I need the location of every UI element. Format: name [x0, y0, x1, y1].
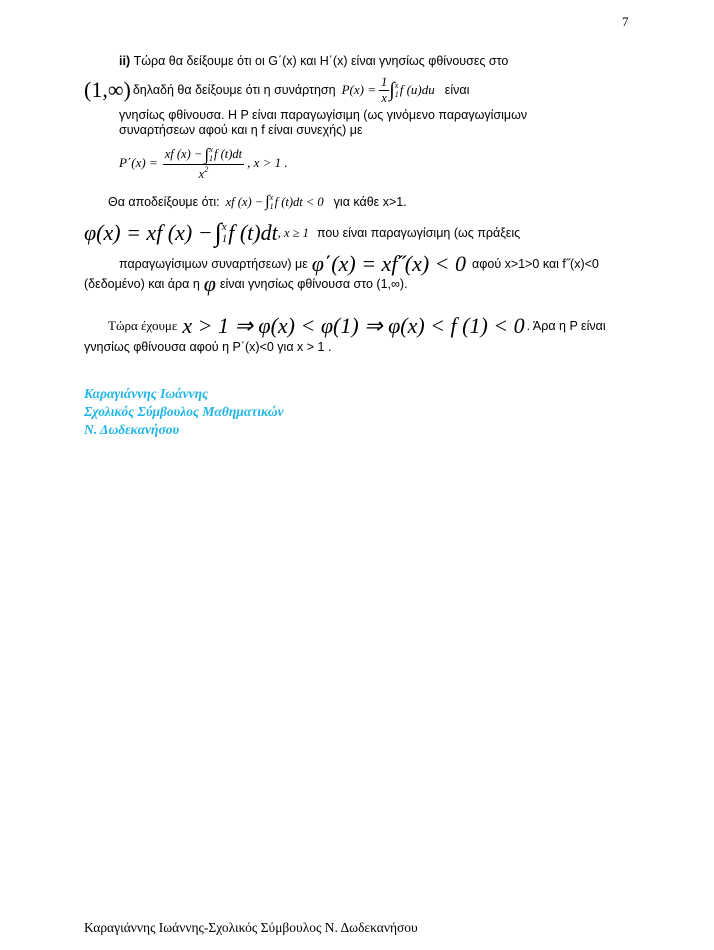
phi-text4b: είναι γνησίως φθίνουσα στο (1,∞).: [219, 277, 408, 291]
phi-text3: αφού x>1>0 και f˝(x)<0: [472, 257, 599, 271]
limit-upper: x: [221, 221, 227, 233]
derivative-num-integrand: f (t)dt: [214, 147, 243, 162]
phi-def-limits: [222, 221, 228, 245]
limit-lower: 1: [394, 90, 399, 99]
para-ii-line1: [119, 54, 508, 68]
conclusion-prefix: Τώρα έχουμε: [108, 318, 178, 333]
phi-conclusion-line: [84, 273, 408, 295]
conclusion-chain: x > 1 ⇒ φ(x) < φ(1) ⇒ φ(x) < f (1) < 0: [182, 313, 525, 338]
prove-line: [108, 190, 407, 214]
limit-lower: 1: [221, 233, 228, 245]
phi-def-cond: , x ≥ 1: [277, 225, 309, 240]
p-def-integrand: f (u)du: [399, 82, 435, 97]
signature-name: Καραγιάννης Ιωάννης: [84, 386, 208, 401]
prove-expr-integrand: f (t)dt < 0: [274, 194, 324, 209]
derivative-den-base: x: [198, 167, 205, 182]
limit-upper: x: [209, 145, 213, 155]
phi-definition-line: [84, 214, 520, 252]
phi-text4a: (δεδομένο) και άρα η: [84, 277, 200, 291]
derivative-formula: [119, 142, 288, 184]
para-ii-text2: δηλαδή θα δείξουμε ότι η συνάρτηση: [132, 83, 336, 97]
page-number: 7: [622, 14, 629, 29]
phi-def-lhs: φ(x) = xf (x) −: [84, 220, 213, 245]
derivative-condition: , x > 1 .: [247, 155, 288, 170]
p-def-num: 1: [381, 75, 388, 90]
para-ii-text2-end: είναι: [444, 83, 470, 97]
p-def-limits: [395, 81, 399, 99]
para-ii-line4: συναρτήσεων αφού και η f είναι συνεχής) με: [119, 123, 363, 137]
para-ii-line3: γνησίως φθίνουσα. Η P είναι παραγωγίσιμη (ως γινόμενο παραγωγίσιμων: [119, 108, 528, 122]
limit-lower: 1: [209, 154, 213, 164]
integral-sign-icon: ∫: [265, 193, 270, 210]
conclusion-line1: [108, 312, 606, 340]
page-footer: Καραγιάννης Ιωάννης-Σχολικός Σύμβουλος Ν. Δωδεκανήσου: [84, 920, 418, 935]
limit-lower: 1: [269, 202, 274, 211]
prove-prefix: Θα αποδείξουμε ότι:: [108, 195, 220, 209]
signature-title: Σχολικός Σύμβουλος Μαθηματικών: [84, 404, 284, 419]
prove-limits: [270, 193, 274, 211]
prove-suffix: για κάθε x>1.: [333, 195, 407, 209]
integral-sign-icon: ∫: [389, 78, 395, 101]
limit-upper: x: [269, 193, 274, 202]
phi-symbol: φ: [203, 271, 216, 296]
conclusion-line2: γνησίως φθίνουσα αφού η P΄(x)<0 για x > 1 .: [84, 340, 332, 354]
signature-region: Ν. Δωδεκανήσου: [84, 422, 180, 437]
limit-upper: x: [394, 81, 399, 90]
derivative-numerator: [163, 145, 244, 166]
phi-text1: που είναι παραγωγίσιμη (ως πράξεις: [316, 226, 521, 240]
derivative-lhs: P΄(x) =: [119, 155, 158, 170]
derivative-den-power: 2: [204, 165, 209, 175]
integral-sign-icon: ∫: [214, 218, 222, 247]
para-ii-label: ii): [119, 54, 131, 68]
interval-1-inf: (1,∞): [84, 77, 131, 102]
conclusion-suffix: . Άρα η P είναι: [526, 319, 606, 333]
p-def-fraction: [379, 75, 389, 105]
derivative-num-left: xf (x) −: [164, 147, 203, 162]
p-def-den: x: [381, 90, 387, 105]
p-def-lhs: P(x) =: [341, 82, 376, 97]
derivative-denominator: [163, 165, 244, 181]
derivative-limits: [209, 145, 213, 163]
phi-def-integrand: f (t)dt: [228, 220, 278, 245]
derivative-fraction: [163, 145, 244, 182]
prove-expr-left: xf (x) −: [225, 194, 264, 209]
para-ii-line2: [84, 72, 469, 108]
integral-sign-icon: ∫: [204, 144, 209, 164]
phi-text2: παραγωγίσιμων συναρτήσεων) με: [119, 257, 308, 271]
phi-derivative: φ΄(x) = xf˝(x) < 0: [311, 251, 467, 276]
para-ii-text1: Τώρα θα δείξουμε ότι οι G΄(x) και H΄(x) είναι γνησίως φθίνουσες στο: [133, 54, 509, 68]
